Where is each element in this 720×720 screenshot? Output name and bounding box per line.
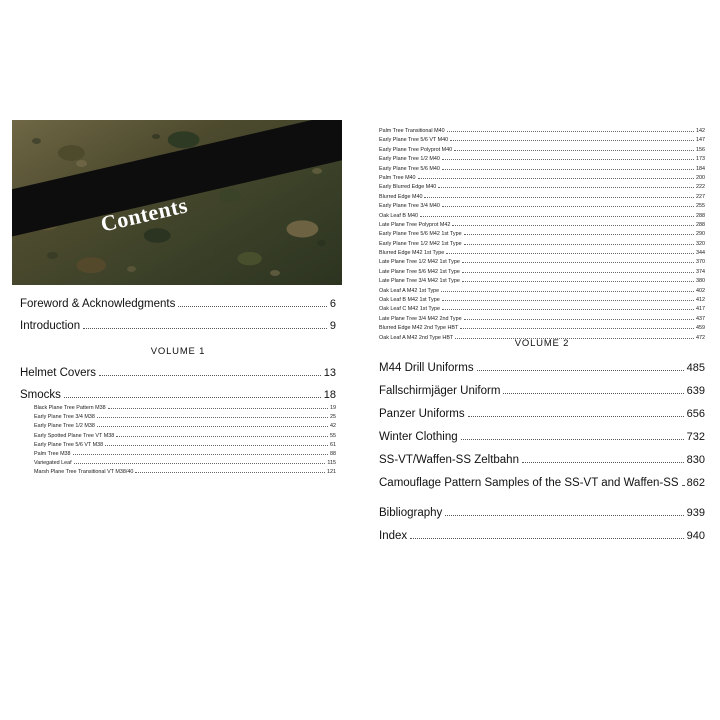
- dot-leader: [99, 374, 321, 376]
- toc-subentry[interactable]: [379, 137, 705, 143]
- toc-entry-page: 639: [686, 385, 705, 397]
- toc-entry-page: 939: [686, 507, 705, 519]
- toc-entry-label: Camouflage Pattern Samples of the SS-VT and Waffen-SS: [379, 477, 679, 489]
- toc-subentry-label: Late Plane Tree 3/4 M42 2nd Type: [379, 315, 462, 322]
- toc-subentry[interactable]: [379, 184, 705, 190]
- toc-entry[interactable]: [379, 530, 705, 542]
- toc-subentry-page: 380: [696, 278, 705, 285]
- dot-leader: [108, 407, 328, 409]
- toc-entry-page: 940: [686, 530, 705, 542]
- toc-subentry-label: Blurred Edge M42 1st Type: [379, 250, 445, 257]
- dot-leader: [442, 308, 694, 310]
- dot-leader: [468, 415, 684, 417]
- toc-subentry-label: Palm Tree M38: [34, 450, 71, 457]
- dot-leader: [410, 537, 684, 539]
- dot-leader: [135, 471, 325, 473]
- volume-2-entry-list: [379, 362, 705, 553]
- toc-subentry-page: 115: [327, 460, 336, 467]
- toc-entry-label: Introduction: [20, 320, 81, 332]
- toc-subentry[interactable]: [379, 175, 705, 181]
- toc-subentry-label: Oak Leaf A M42 2nd Type HBT: [379, 334, 454, 341]
- toc-subentry-label: Late Plane Tree 3/4 M42 1st Type: [379, 278, 460, 285]
- right-page: [375, 120, 709, 542]
- toc-subentry-label: Palm Tree M40: [379, 174, 416, 181]
- toc-subentry-page: 19: [330, 405, 336, 411]
- toc-subentry-label: Early Plane Tree 1/2 M42 1st Type: [379, 240, 462, 247]
- toc-entry-label: Index: [379, 530, 408, 542]
- toc-subentry-label: Early Plane Tree 1/2 M40: [379, 156, 440, 163]
- toc-subentry-page: 320: [696, 240, 705, 247]
- toc-subentry-label: Variegated Leaf: [34, 460, 72, 467]
- toc-subentry[interactable]: [379, 222, 705, 228]
- toc-subentry-page: 412: [696, 297, 705, 304]
- toc-subentry[interactable]: [379, 128, 705, 134]
- toc-subentry-page: 227: [696, 193, 705, 200]
- toc-subentry[interactable]: [34, 433, 336, 439]
- toc-subentry[interactable]: [34, 442, 336, 448]
- toc-subentry-page: 344: [696, 250, 705, 257]
- dot-leader: [74, 462, 326, 464]
- toc-subentry[interactable]: [379, 250, 705, 256]
- toc-subentry-page: 255: [696, 203, 705, 210]
- dot-leader: [464, 318, 694, 320]
- toc-entry[interactable]: [379, 507, 705, 519]
- toc-entry-page: 830: [686, 454, 705, 466]
- toc-subentry-label: Late Plane Tree 5/6 M42 1st Type: [379, 268, 460, 275]
- toc-subentry[interactable]: [34, 414, 336, 420]
- left-toc: [20, 298, 336, 479]
- toc-subentry-page: 459: [696, 325, 705, 332]
- dot-leader: [97, 425, 328, 427]
- dot-leader: [418, 177, 694, 179]
- dot-leader: [450, 139, 694, 141]
- continued-subentry-list: [379, 128, 705, 344]
- dot-leader: [446, 252, 694, 254]
- dot-leader: [424, 196, 694, 198]
- toc-subentry[interactable]: [379, 325, 705, 331]
- toc-subentry[interactable]: [379, 297, 705, 303]
- toc-subentry-label: Oak Leaf B M40: [379, 212, 418, 219]
- dot-leader: [682, 484, 684, 486]
- toc-subentry-label: Early Plane Tree 1/2 M38: [34, 423, 95, 430]
- toc-subentry-label: Early Plane Tree Polyprot M40: [379, 146, 453, 153]
- toc-entry-label: Foreword & Acknowledgments: [20, 298, 176, 310]
- toc-subentry[interactable]: [34, 460, 336, 466]
- dot-leader: [462, 280, 694, 282]
- toc-entry-label: Winter Clothing: [379, 431, 458, 443]
- toc-entry-page: 656: [686, 408, 705, 420]
- dot-leader: [64, 396, 321, 398]
- toc-subentry-page: 402: [696, 287, 705, 294]
- dot-leader: [503, 392, 683, 394]
- toc-subentry[interactable]: [34, 469, 336, 475]
- toc-entry-page: 18: [323, 389, 336, 401]
- toc-subentry-page: 222: [696, 184, 705, 191]
- dot-leader: [442, 168, 694, 170]
- dot-leader: [462, 271, 694, 273]
- toc-subentry[interactable]: [379, 147, 705, 153]
- toc-subentry-page: 200: [696, 174, 705, 181]
- toc-entry[interactable]: [20, 320, 336, 332]
- toc-subentry-page: 55: [330, 432, 336, 439]
- left-page: [12, 120, 342, 520]
- toc-subentry-page: 42: [330, 423, 336, 430]
- smock-subentry-list: [34, 405, 336, 475]
- toc-subentry-page: 290: [696, 231, 705, 238]
- toc-subentry-page: 370: [696, 259, 705, 266]
- toc-subentry[interactable]: [379, 278, 705, 284]
- dot-leader: [178, 305, 327, 307]
- dot-leader: [460, 327, 694, 329]
- volume-1-heading: VOLUME 1: [150, 346, 206, 357]
- dot-leader: [464, 243, 694, 245]
- dot-leader: [445, 514, 683, 516]
- toc-subentry-label: Early Plane Tree 5/6 M42 1st Type: [379, 231, 462, 238]
- toc-subentry-page: 88: [330, 450, 336, 457]
- toc-entry[interactable]: [20, 389, 336, 401]
- toc-subentry-label: Oak Leaf A M42 1st Type: [379, 287, 440, 294]
- dot-leader: [438, 186, 694, 188]
- toc-subentry[interactable]: [379, 166, 705, 172]
- dot-leader: [452, 224, 694, 226]
- toc-subentry[interactable]: [34, 451, 336, 457]
- toc-subentry[interactable]: [379, 316, 705, 322]
- toc-subentry-label: Blurred Edge M42 2nd Type HBT: [379, 325, 459, 332]
- toc-subentry-page: 25: [330, 414, 336, 421]
- toc-subentry-page: 288: [696, 221, 705, 228]
- toc-subentry-label: Late Plane Tree 1/2 M42 1st Type: [379, 259, 460, 266]
- toc-subentry-label: Early Plane Tree 5/6 M40: [379, 165, 440, 172]
- dot-leader: [447, 130, 694, 132]
- toc-entry-label: SS-VT/Waffen-SS Zeltbahn: [379, 454, 519, 466]
- toc-entry-label: Panzer Uniforms: [379, 408, 465, 420]
- toc-entry[interactable]: [379, 477, 705, 489]
- toc-subentry-page: 472: [696, 334, 705, 341]
- dot-leader: [461, 438, 684, 440]
- toc-subentry[interactable]: [379, 156, 705, 162]
- contents-title-band: [12, 120, 342, 239]
- dot-leader: [116, 435, 328, 437]
- toc-subentry[interactable]: [379, 306, 705, 312]
- toc-subentry-label: Oak Leaf B M42 1st Type: [379, 297, 440, 304]
- toc-subentry-label: Oak Leaf C M42 1st Type: [379, 306, 441, 313]
- toc-entry-page: 9: [329, 320, 336, 332]
- dot-leader: [73, 453, 328, 455]
- toc-subentry-label: Marsh Plane Tree Transitional VT M38/40: [34, 469, 134, 476]
- toc-subentry-label: Black Plane Tree Pattern M38: [34, 405, 106, 411]
- dot-leader: [454, 149, 694, 151]
- toc-subentry[interactable]: [379, 203, 705, 209]
- toc-entry[interactable]: [379, 431, 705, 443]
- toc-entry-label: Bibliography: [379, 507, 443, 519]
- toc-entry-label: Smocks: [20, 389, 61, 401]
- toc-entry-page: 6: [329, 298, 336, 310]
- toc-subentry-page: 173: [696, 156, 705, 163]
- toc-subentry-page: 417: [696, 306, 705, 313]
- toc-subentry-label: Blurred Edge M40: [379, 193, 423, 200]
- volume-2-heading: VOLUME 2: [514, 338, 570, 349]
- dot-leader: [477, 369, 684, 371]
- toc-subentry-page: 288: [696, 212, 705, 219]
- toc-subentry-page: 147: [696, 137, 705, 144]
- dot-leader: [105, 444, 328, 446]
- toc-subentry[interactable]: [34, 423, 336, 429]
- toc-subentry[interactable]: [379, 213, 705, 219]
- toc-subentry-page: 184: [696, 165, 705, 172]
- dot-leader: [464, 233, 694, 235]
- toc-entry-label: M44 Drill Uniforms: [379, 362, 474, 374]
- toc-subentry-page: 121: [327, 469, 336, 476]
- dot-leader: [442, 299, 694, 301]
- dot-leader: [442, 158, 694, 160]
- toc-subentry-page: 374: [696, 268, 705, 275]
- toc-entry[interactable]: [379, 408, 705, 420]
- toc-entry[interactable]: [20, 367, 336, 379]
- toc-subentry[interactable]: [379, 288, 705, 294]
- toc-subentry-page: 61: [330, 441, 336, 448]
- toc-subentry[interactable]: [379, 194, 705, 200]
- toc-subentry-label: Early Plane Tree 5/6 VT M40: [379, 137, 449, 144]
- toc-subentry-label: Early Blurred Edge M40: [379, 184, 437, 191]
- toc-entry[interactable]: [20, 298, 336, 310]
- toc-subentry[interactable]: [34, 405, 336, 411]
- toc-subentry-page: 142: [696, 128, 705, 134]
- toc-subentry-label: Early Plane Tree 5/6 VT M38: [34, 441, 104, 448]
- toc-subentry-label: Palm Tree Transitional M40: [379, 128, 445, 134]
- toc-subentry[interactable]: [379, 269, 705, 275]
- toc-subentry-label: Early Plane Tree 3/4 M40: [379, 203, 440, 210]
- dot-leader: [441, 290, 694, 292]
- toc-entry[interactable]: [379, 454, 705, 466]
- toc-entry-page: 485: [686, 362, 705, 374]
- dot-leader: [97, 416, 328, 418]
- toc-entry-page: 13: [323, 367, 336, 379]
- dot-leader: [442, 205, 694, 207]
- dot-leader: [522, 461, 684, 463]
- toc-subentry-page: 437: [696, 315, 705, 322]
- toc-subentry-label: Early Plane Tree 3/4 M38: [34, 414, 95, 421]
- toc-entry[interactable]: [379, 385, 705, 397]
- toc-subentry-label: Late Plane Tree Polyprot M42: [379, 221, 451, 228]
- camouflage-banner-image: [12, 120, 342, 285]
- toc-subentry[interactable]: [379, 259, 705, 265]
- page-title: Contents: [98, 192, 190, 237]
- toc-subentry[interactable]: [379, 241, 705, 247]
- toc-subentry-label: Early Spotted Plane Tree VT M38: [34, 432, 115, 439]
- dot-leader: [83, 327, 327, 329]
- toc-subentry-page: 156: [696, 146, 705, 153]
- toc-subentry[interactable]: [379, 231, 705, 237]
- toc-entry-page: 732: [686, 431, 705, 443]
- toc-entry-label: Fallschirmjäger Uniform: [379, 385, 501, 397]
- dot-leader: [462, 261, 694, 263]
- toc-entry[interactable]: [379, 362, 705, 374]
- toc-entry-page: 862: [686, 477, 705, 489]
- dot-leader: [420, 215, 694, 217]
- toc-entry-label: Helmet Covers: [20, 367, 97, 379]
